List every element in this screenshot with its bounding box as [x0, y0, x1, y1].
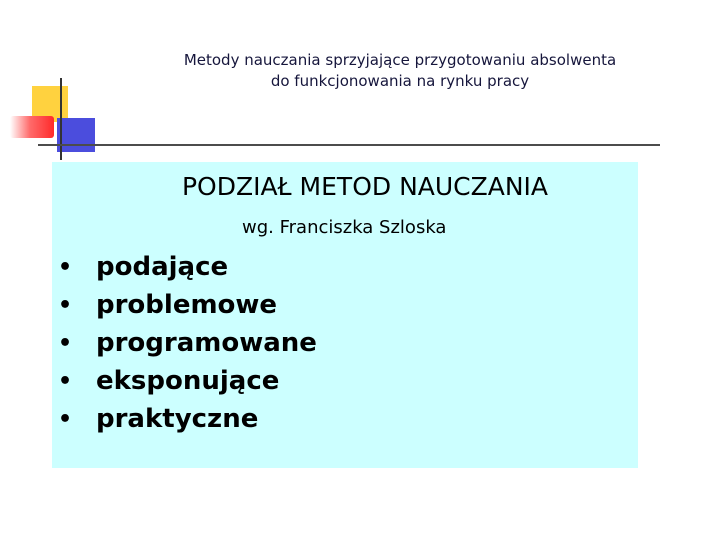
bullet-icon: •: [58, 368, 73, 394]
content-subheading: wg. Franciszka Szloska: [242, 217, 447, 238]
method-label: problemowe: [96, 290, 278, 320]
method-label: podające: [96, 252, 229, 282]
slide-title-line-1: Metody nauczania sprzyjające przygotowaniu absolwenta: [183, 51, 617, 69]
method-label: programowane: [96, 328, 317, 358]
slide-title-line-2: do funkcjonowania na rynku pracy: [270, 72, 530, 90]
bullet-icon: •: [58, 292, 73, 318]
slide-title: [120, 50, 680, 92]
title-divider-line: [38, 144, 660, 146]
method-label: eksponujące: [96, 366, 280, 396]
bullet-icon: •: [58, 406, 73, 432]
bullet-icon: •: [58, 330, 73, 356]
logo-vertical-line: [60, 78, 62, 160]
bullet-icon: •: [58, 254, 73, 280]
logo-red-bar: [10, 116, 54, 138]
logo-blue-square: [57, 118, 95, 152]
content-box: [52, 162, 638, 468]
content-heading: PODZIAŁ METOD NAUCZANIA: [181, 172, 549, 201]
method-label: praktyczne: [96, 404, 259, 434]
